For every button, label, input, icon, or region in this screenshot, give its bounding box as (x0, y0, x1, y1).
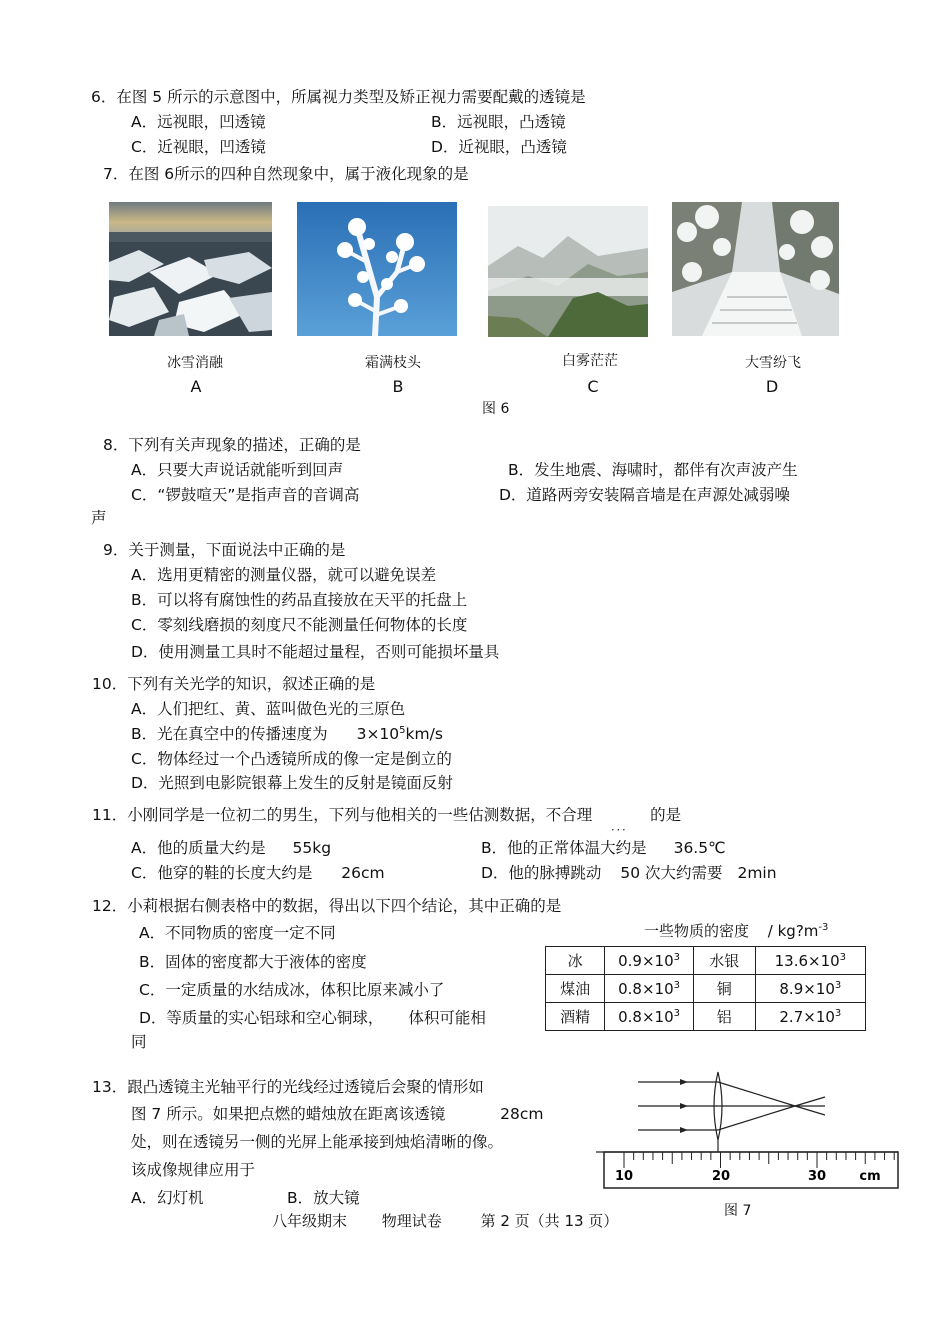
q11-stem-text: 11．小刚同学是一位初二的男生，下列与他相关的一些估测数据，不合理 (92, 806, 593, 824)
q9-option-a: A．选用更精密的测量仪器，就可以避免误差 (131, 566, 437, 584)
density-table-unit: / kg?m (767, 922, 819, 940)
q8-option-d: D．道路两旁安装隔音墙是在声源处减弱噪 (499, 486, 790, 504)
letter-a: A (190, 377, 202, 396)
footer-left: 八年级期末 (272, 1212, 348, 1230)
density-table (545, 946, 866, 1031)
letter-b: B (392, 377, 404, 396)
q11-option-a-value: 55kg (292, 839, 332, 857)
ruler-unit-cm: cm (859, 1169, 881, 1184)
q11-stem (92, 803, 682, 833)
q8-option-c: C．“锣鼓喧天”是指声音的音调高 (131, 486, 360, 504)
fog-mountains-photo (488, 206, 648, 337)
q11-option-b (481, 836, 726, 858)
q9-option-b: B．可以将有腐蚀性的药品直接放在天平的托盘上 (131, 591, 468, 609)
q13-option-a: A．幻灯机 (131, 1189, 204, 1207)
caption-ice-melting: 冰雪消融 (167, 355, 223, 371)
density-row (546, 975, 866, 1003)
density-value-cell (755, 947, 865, 975)
q6-option-a: A．远视眼，凹透镜 (131, 113, 266, 131)
q13-line1: 13．跟凸透镜主光轴平行的光线经过透镜后会聚的情形如 (92, 1078, 484, 1096)
ruler-label-20: 20 (711, 1169, 731, 1184)
q11-option-d-text: D．他的脉搏跳动 (481, 864, 602, 882)
q13-line2 (131, 1102, 544, 1124)
footer-mid: 物理试卷 (381, 1212, 442, 1230)
footer-page: 第 2 页（共 13 页） (480, 1212, 619, 1230)
q9-option-c: C．零刻线磨损的刻度尺不能测量任何物体的长度 (131, 616, 468, 634)
q6-option-c: C．近视眼，凹透镜 (131, 138, 266, 156)
q11-stem-end: 的是 (650, 806, 682, 824)
density-row (546, 947, 866, 975)
material-cell (693, 1003, 755, 1031)
density-value-cell (755, 1003, 865, 1031)
q7-stem: 7．在图 6所示的四种自然现象中，属于液化现象的是 (103, 165, 469, 183)
density-exponent: 3 (673, 979, 681, 991)
q12-option-b: B．固体的密度都大于液体的密度 (139, 953, 367, 971)
q6-option-d: D．近视眼，凸透镜 (431, 138, 567, 156)
q11-option-d-count: 50 次大约需要 (620, 864, 723, 882)
q13-line2-text: 图 7 所示。如果把点燃的蜡烛放在距离该透镜 (131, 1105, 446, 1123)
density-value-cell (605, 947, 694, 975)
density-exponent: 3 (673, 1007, 681, 1019)
density-value-cell-text: 13.6×10 (774, 951, 840, 970)
q13-line4: 该成像规律应用于 (131, 1161, 256, 1179)
q12-option-a: A．不同物质的密度一定不同 (139, 924, 336, 942)
density-value-cell-text: 0.9×10 (618, 951, 674, 970)
q10-option-b-value: 3×10 (356, 725, 400, 743)
caption-fog: 白雾茫茫 (562, 353, 618, 369)
q11-option-a-text: A．他的质量大约是 (131, 839, 266, 857)
density-exponent: 3 (834, 1007, 842, 1019)
material-cell (693, 975, 755, 1003)
material-cell (693, 947, 755, 975)
density-table-title-text: 一些物质的密度 (644, 922, 750, 940)
q8-stem: 8．下列有关声现象的描述，正确的是 (103, 436, 361, 454)
material-cell (546, 975, 605, 1003)
q10-option-b-text: B．光在真空中的传播速度为 (131, 725, 328, 743)
q12-option-c: C．一定质量的水结成冰，体积比原来减小了 (139, 981, 445, 999)
q10-option-d: D．光照到电影院银幕上发生的反射是镜面反射 (131, 774, 453, 792)
density-exponent: 3 (834, 979, 842, 991)
q12-stem: 12．小莉根据右侧表格中的数据，得出以下四个结论，其中正确的是 (92, 897, 562, 915)
frost-branch-photo (297, 202, 457, 336)
figure-7-label: 图 7 (724, 1203, 752, 1219)
footer (272, 1210, 618, 1231)
material-cell-text: 煤油 (560, 980, 591, 998)
q11-option-d (481, 861, 777, 883)
q13-line3: 处，则在透镜另一侧的光屏上能承接到烛焰清晰的像。 (131, 1133, 504, 1151)
q13-line2-value: 28cm (500, 1105, 544, 1123)
q6-stem: 6．在图 5 所示的示意图中，所属视力类型及矫正视力需要配戴的透镜是 (91, 88, 586, 106)
density-value-cell-text: 2.7×10 (779, 1007, 835, 1026)
figure-6-label: 图 6 (482, 401, 510, 417)
letter-c: C (587, 377, 599, 396)
density-value-cell (755, 975, 865, 1003)
q10-option-b-unit: km/s (405, 725, 443, 743)
material-cell-text: 水银 (709, 952, 740, 970)
material-cell (546, 947, 605, 975)
density-exponent: 3 (673, 951, 681, 963)
caption-snow: 大雪纷飞 (745, 355, 801, 371)
density-value-cell-text: 0.8×10 (618, 979, 674, 998)
density-value-cell-text: 0.8×10 (618, 1007, 674, 1026)
heavy-snow-photo (672, 202, 839, 336)
lens-ruler-svg (590, 1068, 910, 1193)
lens-ruler-figure (590, 1068, 910, 1193)
q11-option-c-value: 26cm (341, 864, 385, 882)
q8-option-a: A．只要大声说话就能听到回声 (131, 461, 344, 479)
material-cell-text: 酒精 (560, 1008, 591, 1026)
density-table-unit-exponent: -3 (818, 922, 829, 933)
q12-option-d-continued: 同 (131, 1033, 147, 1051)
q10-option-b-exponent: 5 (399, 724, 406, 736)
density-value-cell (605, 1003, 694, 1031)
q12-option-d-text2: 体积可能相 (408, 1009, 486, 1027)
q11-option-a (131, 836, 331, 858)
q11-option-c (131, 861, 385, 883)
density-exponent: 3 (839, 951, 847, 963)
ice-melting-photo (109, 202, 272, 336)
material-cell-text: 铜 (716, 980, 732, 998)
q11-option-c-text: C．他穿的鞋的长度大约是 (131, 864, 313, 882)
q10-stem: 10．下列有关光学的知识，叙述正确的是 (92, 675, 376, 693)
q13-option-b: B．放大镜 (287, 1189, 360, 1207)
q11-option-b-value: 36.5℃ (673, 839, 726, 857)
ruler-label-10: 10 (614, 1169, 634, 1184)
caption-frost: 霜满枝头 (365, 355, 421, 371)
density-value-cell (605, 975, 694, 1003)
q9-stem: 9．关于测量，下面说法中正确的是 (103, 541, 346, 559)
q11-option-b-text: B．他的正常体温大约是 (481, 839, 647, 857)
material-cell-text: 铝 (716, 1008, 732, 1026)
q12-option-d-text: D．等质量的实心铝球和空心铜球， (139, 1009, 384, 1027)
q9-option-d: D．使用测量工具时不能超过量程，否则可能损坏量具 (131, 643, 500, 661)
density-table-title (644, 920, 828, 941)
density-row (546, 1003, 866, 1031)
letter-d: D (765, 377, 779, 396)
q10-option-b (131, 722, 443, 744)
q12-option-d (139, 1006, 486, 1028)
q10-option-c: C．物体经过一个凸透镜所成的像一定是倒立的 (131, 750, 452, 768)
q11-option-d-value: 2min (737, 864, 777, 882)
q6-option-b: B．远视眼，凸透镜 (431, 113, 566, 131)
material-cell-text: 冰 (567, 952, 583, 970)
material-cell (546, 1003, 605, 1031)
q11-emphasis-dots: ．．． (611, 820, 634, 833)
q8-option-d-continued: 声 (91, 509, 107, 527)
ruler-label-30: 30 (807, 1169, 827, 1184)
q10-option-a: A．人们把红、黄、蓝叫做色光的三原色 (131, 700, 406, 718)
q8-option-b: B．发生地震、海啸时，都伴有次声波产生 (508, 461, 798, 479)
density-value-cell-text: 8.9×10 (779, 979, 835, 998)
